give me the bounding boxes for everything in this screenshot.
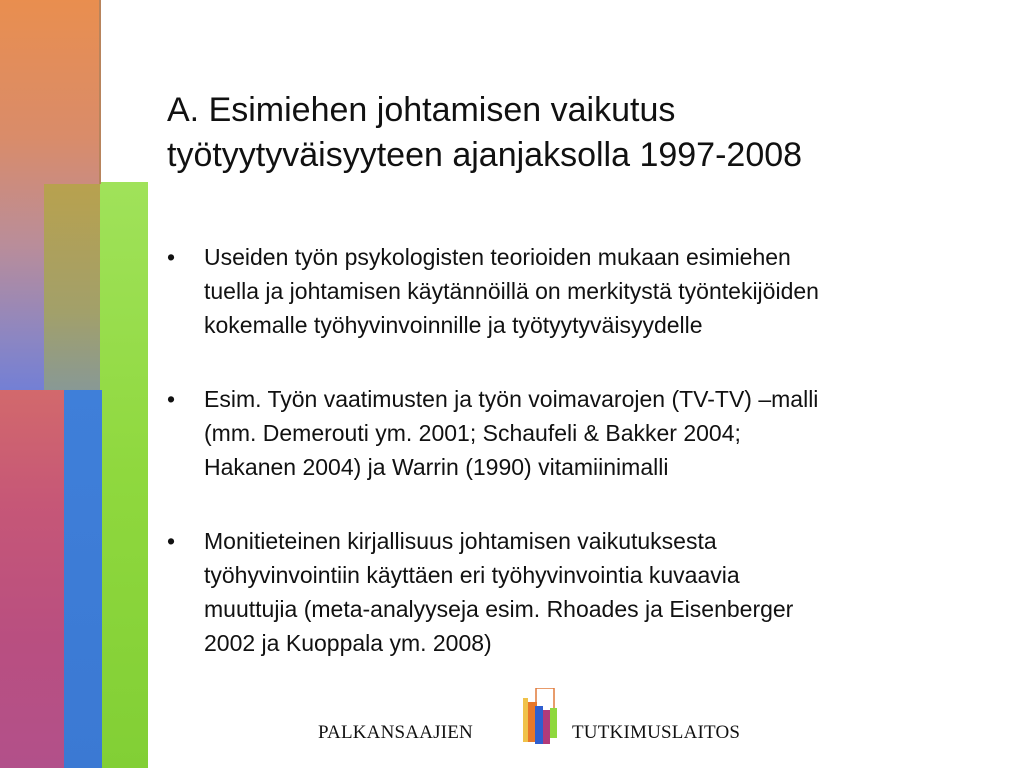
decorative-magenta-bar — [0, 390, 64, 768]
footer-right-text: TUTKIMUSLAITOS — [572, 722, 741, 743]
title-line: A. Esimiehen johtamisen vaikutus — [167, 91, 676, 129]
bullet-text-line: Monitieteinen kirjallisuus johtamisen vaikutuksesta — [204, 528, 717, 554]
bullet-text-line: Esim. Työn vaatimusten ja työn voimavarojen (TV-TV) –malli — [204, 386, 819, 412]
bullet-dot: • — [167, 386, 176, 412]
bullet-item — [167, 240, 987, 342]
bullet-text-line: Hakanen 2004) ja Warrin (1990) vitamiinimalli — [204, 454, 669, 480]
decorative-green-bar — [100, 182, 148, 768]
bullet-list — [167, 240, 987, 700]
decorative-blue-bar — [64, 390, 102, 768]
bullet-text-line: työhyvinvointiin käyttäen eri työhyvinvointia kuvaavia — [204, 562, 740, 588]
bullet-text-line: (mm. Demerouti ym. 2001; Schaufeli & Bakker 2004; — [204, 420, 741, 446]
bullet-text-line: muuttujia (meta-analyyseja esim. Rhoades ja Eisenberger — [204, 596, 794, 622]
slide-title — [167, 88, 967, 178]
decorative-bar-edge — [99, 0, 101, 184]
bullet-dot: • — [167, 244, 176, 270]
bullet-text-line: 2002 ja Kuoppala ym. 2008) — [204, 630, 492, 656]
bullet-text-line: tuella ja johtamisen käytännöillä on merkitystä työntekijöiden — [204, 278, 819, 304]
bullet-text-line: kokemalle työhyvinvoinnille ja työtyytyväisyydelle — [204, 312, 703, 338]
bullet-item — [167, 524, 987, 660]
footer-left-text: PALKANSAAJIEN — [318, 722, 473, 743]
palkansaajien-tutkimuslaitos-logo-icon — [523, 688, 561, 746]
bullet-text-line: Useiden työn psykologisten teorioiden mukaan esimiehen — [204, 244, 791, 270]
bullet-item — [167, 382, 987, 484]
title-line: työtyytyväisyyteen ajanjaksolla 1997-2008 — [167, 136, 803, 174]
bullet-dot: • — [167, 528, 176, 554]
